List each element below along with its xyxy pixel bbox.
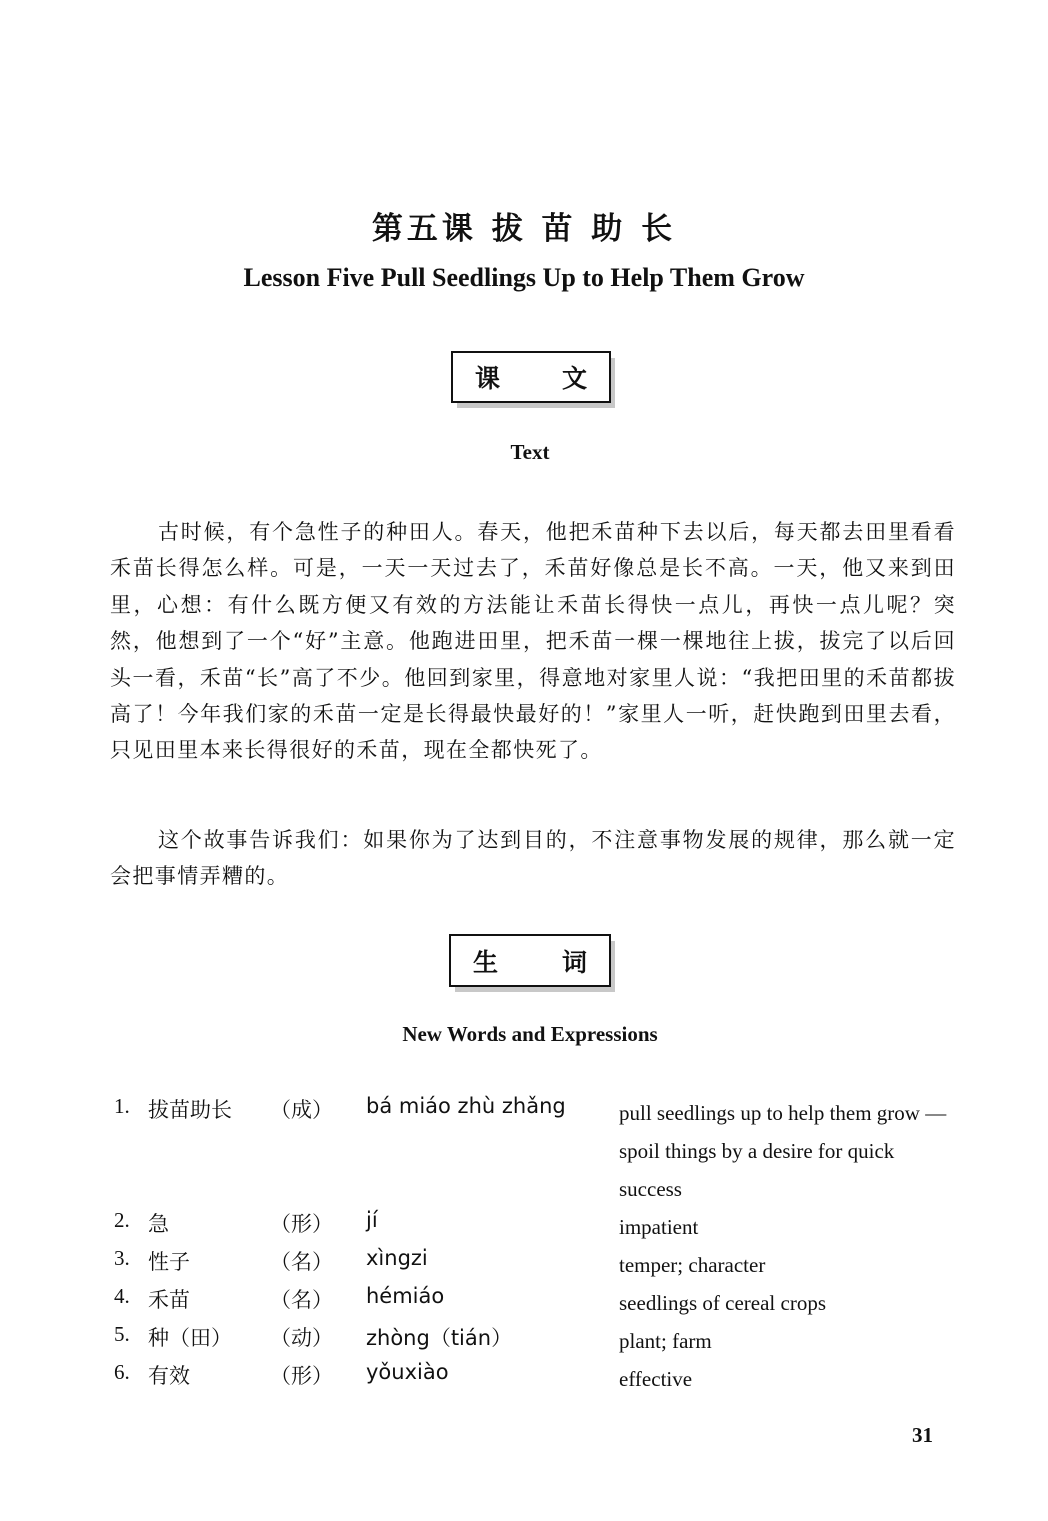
vocab-word: 禾苗 — [148, 1288, 190, 1312]
vocab-word: 拔苗助长 — [148, 1098, 232, 1122]
vocab-number: 2. — [114, 1208, 130, 1232]
vocab-word: 有效 — [148, 1364, 190, 1388]
section-heading-vocab-right: 词 — [561, 947, 587, 977]
vocab-row — [114, 1322, 954, 1360]
vocab-row — [114, 1360, 954, 1398]
vocab-word: 急 — [148, 1212, 169, 1236]
page-number: 31 — [912, 1423, 933, 1447]
vocab-number: 6. — [114, 1360, 130, 1384]
vocab-part-of-speech: （形） — [270, 1364, 333, 1388]
vocab-meaning: plant; farm — [619, 1329, 712, 1353]
vocab-part-of-speech: （形） — [270, 1212, 333, 1236]
vocab-pinyin: bá miáo zhù zhǎng — [366, 1094, 566, 1118]
vocab-meaning: effective — [619, 1367, 693, 1391]
section-title-text: Text — [510, 440, 550, 464]
lesson-title-chinese: 第五课 拔 苗 助 长 — [371, 211, 677, 247]
vocab-meaning: pull seedlings up to help them grow — spoil things by a desire for quick success — [619, 1101, 947, 1201]
vocab-pinyin: zhòng（tián） — [366, 1326, 513, 1350]
story-paragraph-2: 这个故事告诉我们：如果你为了达到目的，不注意事物发展的规律，那么就一定会把事情弄糟的。 — [110, 828, 956, 889]
vocab-row — [114, 1284, 954, 1322]
vocab-pinyin: jí — [366, 1208, 378, 1232]
vocab-pinyin: yǒuxiào — [366, 1360, 449, 1384]
section-heading-text-left: 课 — [475, 364, 501, 393]
vocab-number: 4. — [114, 1284, 130, 1308]
story-paragraph-1: 古时候，有个急性子的种田人。春天，他把禾苗种下去以后，每天都去田里看看禾苗长得怎么样。可是，一天一天过去了，禾苗好像总是长不高。一天，他又来到田里，心想：有什么既方便又有效的方法能让禾苗长得快一点儿，再快一点儿呢？突然，他想到了一个“好”主意。他跑进田里，把禾苗一棵一棵地往上拔，拔完了以后回头一看，禾苗“长”高了不少。他回到家里，得意地对家里人说：“我把田里的禾苗都拔高了！今年我们家的禾苗一定是长得最快最好的！”家里人一听，赶快跑到田里去看，只见田里本来长得很好的禾苗，现在全都快死了。 — [110, 520, 956, 763]
vocab-word: 性子 — [148, 1250, 190, 1274]
vocab-row — [114, 1094, 954, 1208]
vocab-part-of-speech: （成） — [270, 1098, 333, 1122]
vocab-number: 5. — [114, 1322, 130, 1346]
vocab-number: 1. — [114, 1094, 130, 1118]
vocab-row — [114, 1246, 954, 1284]
section-heading-vocab-box — [449, 934, 611, 987]
vocab-meaning: seedlings of cereal crops — [619, 1291, 826, 1315]
lesson-title-english: Lesson Five Pull Seedlings Up to Help Them Grow — [243, 263, 805, 292]
vocab-part-of-speech: （名） — [270, 1250, 333, 1274]
vocab-pinyin: hémiáo — [366, 1284, 445, 1308]
vocab-pinyin: xìngzi — [366, 1246, 428, 1270]
vocab-meaning: temper; character — [619, 1253, 766, 1277]
vocab-part-of-speech: （名） — [270, 1288, 333, 1312]
vocab-number: 3. — [114, 1246, 130, 1270]
vocab-list — [114, 1094, 954, 1398]
section-heading-text-box — [451, 351, 611, 403]
vocab-word: 种（田） — [148, 1326, 232, 1350]
vocab-row — [114, 1208, 954, 1246]
vocab-part-of-speech: （动） — [270, 1326, 333, 1350]
vocab-meaning: impatient — [619, 1215, 699, 1239]
section-heading-vocab-left: 生 — [473, 947, 499, 977]
section-title-vocab: New Words and Expressions — [402, 1022, 658, 1046]
section-heading-text-right: 文 — [561, 364, 587, 393]
